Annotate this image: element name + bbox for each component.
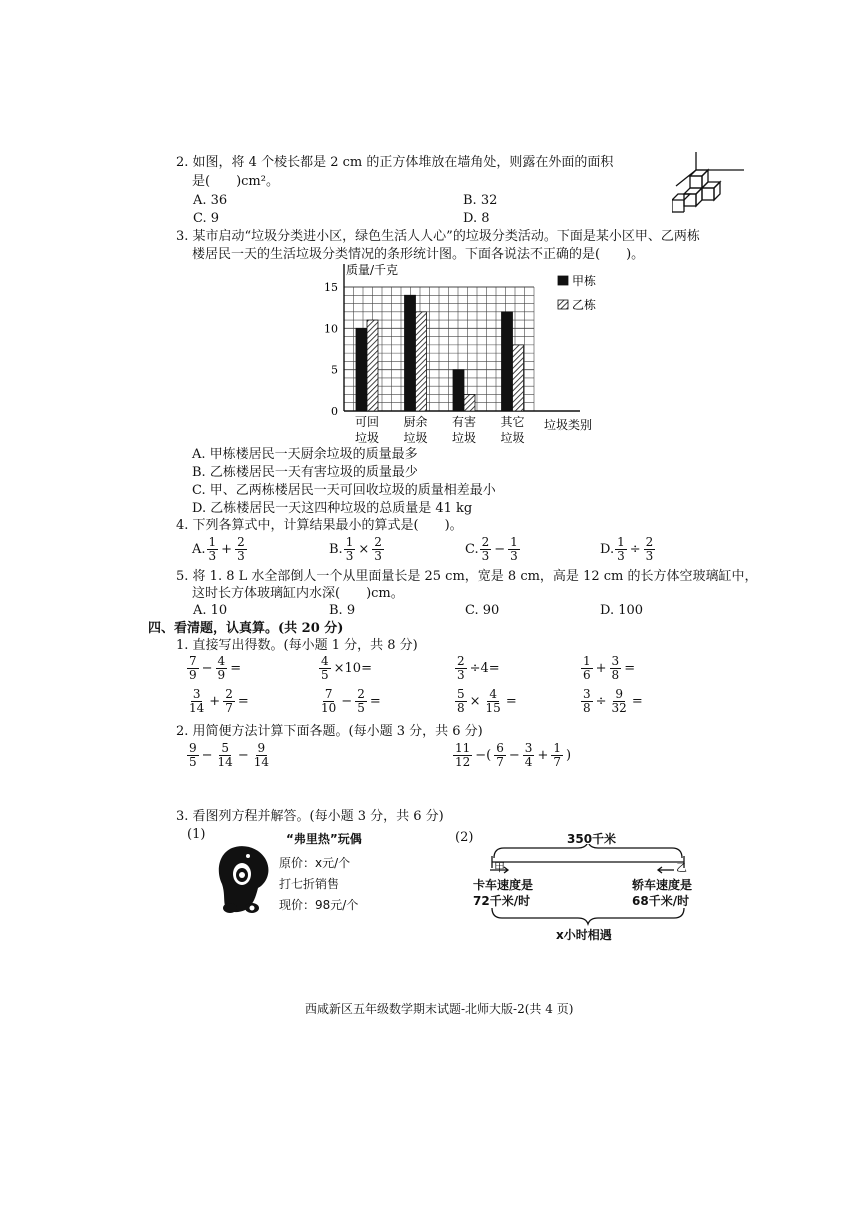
legend-label: 甲栋 xyxy=(572,274,597,288)
meet-time-label: x小时相遇 xyxy=(556,928,612,942)
q3-stem-line2: 楼居民一天的生活垃圾分类情况的条形统计图。下面各说法不正确的是( )。 xyxy=(192,247,645,262)
q4-stem: 4. 下列各算式中，计算结果最小的算式是( )。 xyxy=(176,518,463,533)
simplify-2: 11 12 −( 6 7 − $\frac{3}{4}$ + $\frac{1}{7}$ ) xyxy=(455,741,572,769)
q5-option-b: B. 9 xyxy=(329,603,356,618)
q5-option-d: D. 100 xyxy=(600,603,644,618)
q2-option-b: B. 32 xyxy=(463,193,498,208)
point-b-label: 乙 xyxy=(676,861,687,874)
bar-jia xyxy=(453,370,464,411)
calc-8: $\frac{3}{8}$ ÷ $\frac{9}{32}$ = xyxy=(583,687,643,715)
calc-3: $\frac{2}{3}$ ÷4= xyxy=(457,654,500,682)
q5-stem-line1: 5. 将 1. 8 L 水全部倒人一个从里面量长是 25 cm，宽是 8 cm，高是 12 cm 的长方体空玻璃缸中， xyxy=(176,569,758,584)
current-price: 现价：98元/个 xyxy=(279,898,359,912)
problem-1-number: (1) xyxy=(187,827,206,842)
x-tick-label: 垃圾 xyxy=(403,431,428,445)
distance-label: 350千米 xyxy=(567,832,617,846)
part1-title: 1. 直接写出得数。(每小题 1 分，共 8 分) xyxy=(176,638,418,653)
x-axis-label: 垃圾类别 xyxy=(544,418,593,432)
x-tick-label: 垃圾 xyxy=(500,431,525,445)
bar-yi xyxy=(416,312,427,411)
calc-2: $\frac{4}{5}$ ×10= xyxy=(321,654,372,682)
q5-option-a: A. 10 xyxy=(193,603,228,618)
part3-title: 3. 看图列方程并解答。(每小题 3 分，共 6 分) xyxy=(176,809,444,824)
x-tick-label: 垃圾 xyxy=(354,431,380,445)
toy-figure xyxy=(212,844,274,916)
car-speed-line2: 68千米/时 xyxy=(632,894,690,908)
y-tick-label: 10 xyxy=(324,322,338,336)
legend-swatch xyxy=(558,300,568,309)
q3-option-b: B. 乙栋楼居民一天有害垃圾的质量最少 xyxy=(192,465,418,480)
truck-speed-line1: 卡车速度是 xyxy=(473,878,534,892)
bar-jia xyxy=(405,295,416,411)
calc-4: 1 6 + $\frac{3}{8}$ = xyxy=(583,654,636,682)
truck-speed-line2: 72千米/时 xyxy=(473,894,531,908)
point-a-label: 甲 xyxy=(494,861,505,874)
section4-title: 四、看清题，认真算。(共 20 分) xyxy=(148,621,344,636)
problem-2-number: (2) xyxy=(455,830,474,845)
bar-jia xyxy=(502,312,513,411)
q2-stem-line2: 是( )cm²。 xyxy=(192,174,279,189)
x-tick-label: 有害 xyxy=(451,415,477,429)
simplify-1: 9 5 − $\frac{5}{14}$ − $\frac{9}{14}$ xyxy=(189,741,270,769)
bar-yi xyxy=(367,320,378,411)
q4-option-c: C. 2 3 − $\frac{1}{3}$ xyxy=(465,535,518,563)
calc-6: 7 10 − $\frac{2}{5}$ = xyxy=(321,687,381,715)
bar-chart xyxy=(300,258,620,450)
q3-stem-line1: 3. 某市启动“垃圾分类进小区，绿色生活人人心”的垃圾分类活动。下面是某小区甲、乙两栋 xyxy=(176,229,700,244)
x-tick-label: 垃圾 xyxy=(451,431,477,445)
legend-label: 乙栋 xyxy=(572,298,597,312)
cubes-figure xyxy=(672,150,752,230)
q5-option-c: C. 90 xyxy=(465,603,500,618)
calc-5: 3 14 + $\frac{2}{7}$ = xyxy=(189,687,249,715)
q3-option-d: D. 乙栋楼居民一天这四种垃圾的总质量是 41 kg xyxy=(192,501,473,516)
bar-jia xyxy=(356,328,367,411)
x-tick-label: 厨余 xyxy=(403,415,428,429)
q2-option-c: C. 9 xyxy=(193,211,220,226)
y-tick-label: 0 xyxy=(331,405,338,418)
discount-label: 打七折销售 xyxy=(279,877,340,891)
bar-yi xyxy=(464,394,475,411)
q2-option-a: A. 36 xyxy=(193,193,228,208)
x-tick-label: 可回 xyxy=(354,415,380,429)
y-tick-label: 15 xyxy=(324,281,338,294)
page-footer: 西咸新区五年级数学期末试题-北师大版-2(共 4 页) xyxy=(305,1002,574,1016)
q4-option-d: D. $\frac{1}{3}$ ÷ $\frac{2}{3}$ xyxy=(600,535,654,563)
q5-stem-line2: 这时长方体玻璃缸内水深( )cm。 xyxy=(192,586,404,601)
q2-stem-line1: 2. 如图，将 4 个棱长都是 2 cm 的正方体堆放在墙角处，则露在外面的面积 xyxy=(176,155,614,170)
q3-option-a: A. 甲栋楼居民一天厨余垃圾的质量最多 xyxy=(192,447,418,462)
y-tick-label: 5 xyxy=(331,363,338,377)
x-tick-label: 其它 xyxy=(500,415,525,429)
original-price: 原价：x元/个 xyxy=(279,856,351,870)
legend-swatch xyxy=(558,276,568,285)
toy-title: “弗里热”玩偶 xyxy=(286,832,362,846)
y-axis-label: 质量/千克 xyxy=(346,263,399,277)
q2-option-d: D. 8 xyxy=(463,211,490,226)
part2-title: 2. 用简便方法计算下面各题。(每小题 3 分，共 6 分) xyxy=(176,724,483,739)
calc-1: 7 9 − $\frac{4}{9}$ = xyxy=(189,654,242,682)
car-speed-line1: 轿车速度是 xyxy=(632,878,693,892)
bar-yi xyxy=(513,345,524,411)
calc-7: $\frac{5}{8}$ × $\frac{4}{15}$ = xyxy=(457,687,517,715)
q4-option-b: B. $\frac{1}{3}$ × $\frac{2}{3}$ xyxy=(329,535,382,563)
q3-option-c: C. 甲、乙两栋楼居民一天可回收垃圾的质量相差最小 xyxy=(192,483,496,498)
q4-option-a: A. 1 3 + $\frac{2}{3}$ xyxy=(192,535,245,563)
